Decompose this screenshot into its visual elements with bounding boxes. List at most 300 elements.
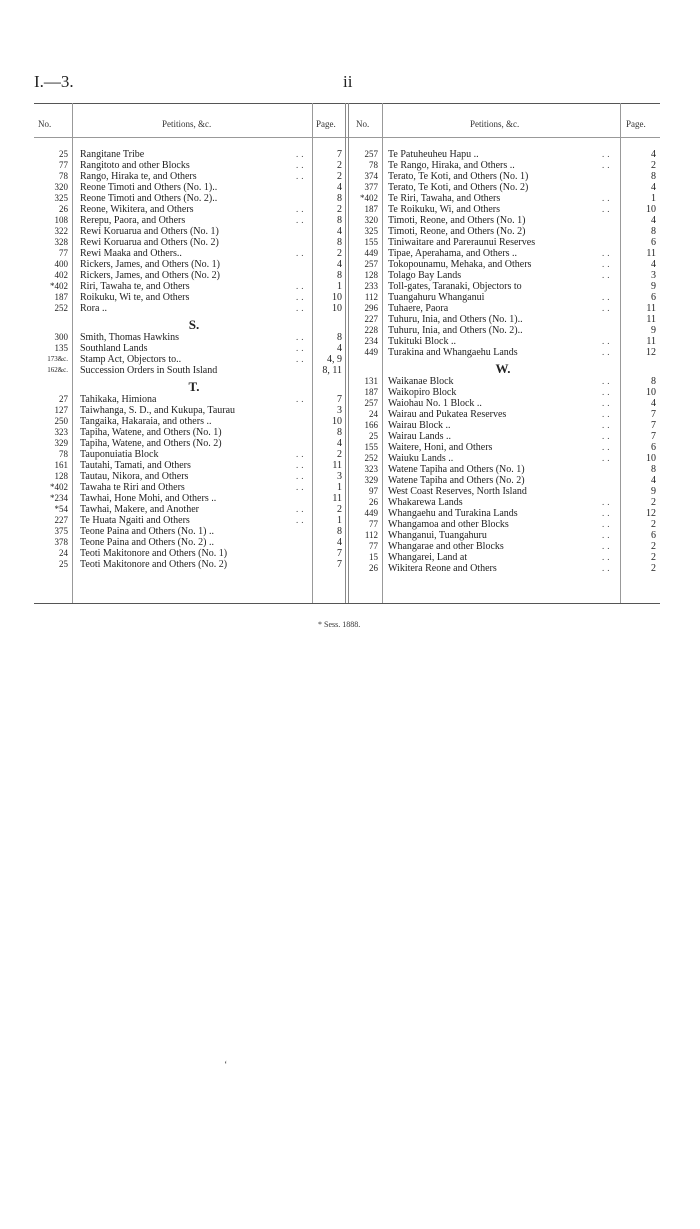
table-row (348, 398, 660, 409)
petition-name: Reone Timoti and Others (No. 2).. (80, 193, 218, 204)
page-ref: 10 (332, 416, 342, 427)
leader-dots: .. (602, 552, 613, 562)
petition-number: *402 (50, 482, 68, 492)
petition-name: Tiniwaitare and Pareraunui Reserves (388, 237, 536, 248)
page-number: ii (343, 72, 353, 91)
petition-number: 328 (54, 237, 68, 247)
page-ref: 4, 9 (327, 354, 342, 365)
petition-name: Tuhuru, Inia, and Others (No. 1).. (388, 314, 523, 325)
petition-name: Whakarewa Lands (388, 497, 463, 508)
table-row (34, 548, 346, 559)
petition-number: 449 (364, 508, 378, 518)
table-row (34, 171, 346, 182)
leader-dots: .. (602, 292, 613, 302)
section-letter: T. (188, 379, 200, 394)
petition-number: 228 (364, 325, 378, 335)
petition-number: *54 (54, 504, 68, 514)
page-ref: 1 (337, 482, 342, 493)
page-header-ref: I.—3. (34, 72, 74, 91)
petition-number: 77 (59, 160, 68, 170)
col-header-page-right: Page. (626, 119, 646, 129)
table-row (348, 193, 660, 204)
table-row (34, 343, 346, 354)
table-row (348, 420, 660, 431)
page-ref: 7 (651, 409, 656, 420)
petition-number: 257 (364, 398, 378, 408)
petition-name: Timoti, Reone, and Others (No. 2) (388, 226, 526, 237)
table-row (348, 464, 660, 475)
petition-number: 449 (364, 347, 378, 357)
table-row (34, 332, 346, 343)
petition-number: 329 (364, 475, 378, 485)
petition-name: Waiohau No. 1 Block .. (388, 398, 482, 409)
table-row (348, 226, 660, 237)
page-ref: 3 (337, 471, 342, 482)
petition-number: 127 (54, 405, 68, 415)
petition-name: Rerepu, Paora, and Others (80, 215, 186, 226)
petition-number: 329 (54, 438, 68, 448)
leader-dots: .. (296, 504, 307, 514)
table-row (348, 237, 660, 248)
petition-number: 227 (54, 515, 68, 525)
page-ref: 8, 11 (322, 365, 342, 376)
petition-number: 374 (364, 171, 378, 181)
petition-name: Timoti, Reone, and Others (No. 1) (388, 215, 526, 226)
table-row (348, 259, 660, 270)
petition-number: 227 (364, 314, 378, 324)
page-ref: 8 (337, 332, 342, 343)
table-row (34, 559, 346, 570)
petition-number: *234 (50, 493, 68, 503)
col-header-no-right: No. (356, 119, 370, 129)
petition-name: Tawhai, Makere, and Another (80, 504, 199, 515)
table-row (34, 215, 346, 226)
petition-name: Rewi Koruarua and Others (No. 1) (80, 226, 219, 237)
petition-number: 400 (54, 259, 68, 269)
leader-dots: .. (602, 497, 613, 507)
petition-name: Tapiha, Watene, and Others (No. 2) (80, 438, 222, 449)
table-row (34, 438, 346, 449)
leader-dots: .. (296, 248, 307, 258)
page-ref: 4 (337, 226, 342, 237)
petition-name: Watene Tapiha and Others (No. 2) (388, 475, 525, 486)
section-letter: S. (188, 317, 200, 332)
page-ref: 2 (651, 497, 656, 508)
petition-name: Terato, Te Koti, and Others (No. 2) (388, 182, 529, 193)
petition-name: Roikuku, Wi te, and Others (80, 292, 190, 303)
petition-number: 257 (364, 259, 378, 269)
leader-dots: .. (296, 160, 307, 170)
petition-name: Turakina and Whangaehu Lands (388, 347, 518, 358)
petition-number: 97 (369, 486, 378, 496)
table-row (34, 504, 346, 515)
page-ref: 10 (332, 292, 342, 303)
page-ref: 8 (337, 237, 342, 248)
leader-dots: .. (296, 449, 307, 459)
page-ref: 4 (337, 259, 342, 270)
leader-dots: .. (602, 303, 613, 313)
petition-number: 323 (364, 464, 378, 474)
petition-name: Rewi Maaka and Others.. (80, 248, 182, 259)
leader-dots: .. (602, 508, 613, 518)
page-ref: 7 (651, 420, 656, 431)
table-row (34, 237, 346, 248)
page-ref: 11 (646, 248, 656, 259)
table-row (34, 405, 346, 416)
page-ref: 9 (651, 325, 656, 336)
table-row (348, 530, 660, 541)
petition-name: Whanganui, Tuangahuru (388, 530, 487, 541)
petition-name: Te Huata Ngaiti and Others (80, 515, 190, 526)
table-row (34, 515, 346, 526)
petition-name: Waitere, Honi, and Others (388, 442, 493, 453)
petition-number: *402 (50, 281, 68, 291)
petition-number: 233 (364, 281, 378, 291)
page-ref: 8 (651, 376, 656, 387)
petition-name: Tuhuru, Inia, and Others (No. 2).. (388, 325, 523, 336)
table-row (348, 563, 660, 574)
petition-name: West Coast Reserves, North Island (388, 486, 527, 497)
leader-dots: .. (296, 149, 307, 159)
leader-dots: .. (602, 259, 613, 269)
leader-dots: .. (296, 343, 307, 353)
table-row (348, 431, 660, 442)
page-ref: 6 (651, 530, 656, 541)
page-ref: 4 (651, 259, 656, 270)
petition-number: 375 (54, 526, 68, 536)
page-ref: 4 (337, 438, 342, 449)
page-ref: 2 (651, 519, 656, 530)
page-ref: 2 (337, 204, 342, 215)
page-ref: 4 (337, 182, 342, 193)
page-ref: 12 (646, 347, 656, 358)
page-ref: 3 (651, 270, 656, 281)
page-ref: 7 (337, 548, 342, 559)
col-header-petitions-right: Petitions, &c. (470, 119, 520, 129)
petition-name: Rickers, James, and Others (No. 2) (80, 270, 220, 281)
leader-dots: .. (602, 347, 613, 357)
page-ref: 11 (646, 314, 656, 325)
table-row (348, 182, 660, 193)
page-ref: 8 (337, 270, 342, 281)
petition-number: 24 (369, 409, 378, 419)
petition-number: 187 (364, 387, 378, 397)
petition-name: Whangamoa and other Blocks (388, 519, 509, 530)
table-row (34, 471, 346, 482)
petition-name: Teoti Makitonore and Others (No. 2) (80, 559, 228, 570)
leader-dots: .. (296, 215, 307, 225)
table-row (348, 442, 660, 453)
footnote: * Sess. 1888. (318, 620, 361, 629)
table-row (348, 347, 660, 358)
table-row (34, 160, 346, 171)
petition-number: 26 (59, 204, 68, 214)
petition-name: Rangitoto and other Blocks (80, 160, 190, 171)
table-row (348, 376, 660, 387)
petition-name: Waiuku Lands .. (388, 453, 454, 464)
petition-number: 325 (364, 226, 378, 236)
table-row (348, 160, 660, 171)
page-ref: 9 (651, 486, 656, 497)
petition-name: Tipae, Aperahama, and Others .. (388, 248, 518, 259)
petition-name: Tukituki Block .. (388, 336, 456, 347)
leader-dots: .. (296, 281, 307, 291)
leader-dots: .. (602, 519, 613, 529)
petition-number: 108 (54, 215, 68, 225)
table-row (34, 449, 346, 460)
leader-dots: .. (602, 431, 613, 441)
page-ref: 11 (646, 336, 656, 347)
page-ref: 11 (332, 493, 342, 504)
petition-name: Toll-gates, Taranaki, Objectors to (388, 281, 522, 292)
page-ref: 8 (337, 215, 342, 226)
petition-number: 402 (54, 270, 68, 280)
petition-name: Te Rango, Hiraka, and Others .. (388, 160, 515, 171)
leader-dots: .. (296, 171, 307, 181)
table-row (34, 259, 346, 270)
page-ref: 1 (337, 515, 342, 526)
table-row (348, 387, 660, 398)
petition-number: 161 (54, 460, 68, 470)
petition-name: Terato, Te Koti, and Others (No. 1) (388, 171, 529, 182)
page-ref: 8 (651, 464, 656, 475)
leader-dots: .. (602, 248, 613, 258)
leader-dots: .. (602, 420, 613, 430)
petition-number: 24 (59, 548, 68, 558)
table-row (348, 248, 660, 259)
table-row (34, 226, 346, 237)
leader-dots: .. (296, 332, 307, 342)
petition-number: 378 (54, 537, 68, 547)
page-ref: 4 (651, 149, 656, 160)
table-row (34, 270, 346, 281)
table-row (34, 537, 346, 548)
table-row (348, 325, 660, 336)
page-ref: 7 (651, 431, 656, 442)
table-row (348, 292, 660, 303)
petition-name: Wairau and Pukatea Reserves (388, 409, 507, 420)
table-row (34, 526, 346, 537)
table-row (348, 336, 660, 347)
table-row (348, 314, 660, 325)
petition-name: Tautahi, Tamati, and Others (80, 460, 191, 471)
leader-dots: .. (602, 563, 613, 573)
section-letter: W. (495, 361, 511, 376)
petition-name: Wairau Lands .. (388, 431, 452, 442)
table-row (348, 497, 660, 508)
leader-dots: .. (602, 530, 613, 540)
petition-number: 250 (54, 416, 68, 426)
page-ref: 8 (337, 427, 342, 438)
petition-number: 78 (369, 160, 378, 170)
page-ref: 2 (337, 504, 342, 515)
petition-number: 135 (54, 343, 68, 353)
leader-dots: .. (296, 471, 307, 481)
leader-dots: .. (602, 453, 613, 463)
leader-dots: .. (296, 354, 307, 364)
leader-dots: .. (296, 394, 307, 404)
page-ref: 10 (332, 303, 342, 314)
petition-name: Te Patuheuheu Hapu .. (388, 149, 479, 160)
col-header-page-left: Page. (316, 119, 336, 129)
page-ref: 2 (651, 552, 656, 563)
petition-name: Southland Lands (80, 343, 148, 354)
page-ref: 7 (337, 559, 342, 570)
leader-dots: .. (296, 292, 307, 302)
table-row (348, 541, 660, 552)
table-row (348, 215, 660, 226)
petition-number: 77 (369, 541, 378, 551)
petition-name: Whangarei, Land at (388, 552, 468, 563)
table-bottom-rule (34, 603, 660, 604)
page-ref: 9 (651, 281, 656, 292)
leader-dots: .. (296, 303, 307, 313)
petition-name: Teoti Makitonore and Others (No. 1) (80, 548, 228, 559)
petition-name: Whangaehu and Turakina Lands (388, 508, 518, 519)
petition-number: 173&c. (47, 355, 68, 363)
table-row (348, 171, 660, 182)
petition-number: 257 (364, 149, 378, 159)
petition-name: Smith, Thomas Hawkins (80, 332, 179, 343)
petition-name: Rickers, James, and Others (No. 1) (80, 259, 220, 270)
petition-number: 26 (369, 563, 378, 573)
page-ref: 8 (337, 193, 342, 204)
table-row (348, 409, 660, 420)
petition-number: 252 (54, 303, 68, 313)
petition-name: Teone Paina and Others (No. 1) .. (80, 526, 214, 537)
table-row (34, 303, 346, 314)
table-row (34, 394, 346, 405)
table-row (34, 182, 346, 193)
petition-number: 155 (364, 442, 378, 452)
leader-dots: .. (296, 204, 307, 214)
table-row (348, 552, 660, 563)
petition-name: Tangaika, Hakaraia, and others .. (80, 416, 212, 427)
petition-number: 322 (54, 226, 68, 236)
petition-name: Rora .. (80, 303, 107, 314)
petition-name: Tawhai, Hone Mohi, and Others .. (80, 493, 217, 504)
petition-name: Waikanae Block (388, 376, 454, 387)
table-row (348, 486, 660, 497)
page-ref: 1 (651, 193, 656, 204)
petition-name: Taiwhanga, S. D., and Kukupa, Taurau (80, 405, 236, 416)
petition-name: Succession Orders in South Island (80, 365, 218, 376)
page-ref: 11 (332, 460, 342, 471)
page-ref: 7 (337, 149, 342, 160)
petition-name: Rango, Hiraka te, and Others (80, 171, 197, 182)
petition-number: 323 (54, 427, 68, 437)
petition-name: Riri, Tawaha te, and Others (80, 281, 190, 292)
leader-dots: .. (602, 270, 613, 280)
petition-number: 234 (364, 336, 378, 346)
col-header-no-left: No. (38, 119, 52, 129)
table-row (34, 354, 346, 365)
petition-name: Watene Tapiha and Others (No. 1) (388, 464, 525, 475)
petition-number: 15 (369, 552, 378, 562)
petition-number: 131 (364, 376, 378, 386)
table-row (34, 204, 346, 215)
page-ref: 11 (646, 303, 656, 314)
page-ref: 8 (651, 171, 656, 182)
petition-name: Rangitane Tribe (80, 149, 145, 160)
petition-name: Tapiha, Watene, and Others (No. 1) (80, 427, 222, 438)
leader-dots: .. (602, 442, 613, 452)
table-row (348, 508, 660, 519)
petition-name: Wikitera Reone and Others (388, 563, 497, 574)
page-ref: 1 (337, 281, 342, 292)
petition-number: 112 (364, 530, 378, 540)
petition-name: Tuhaere, Paora (388, 303, 449, 314)
table-row (34, 493, 346, 504)
petition-number: 296 (364, 303, 378, 313)
petition-number: 166 (364, 420, 378, 430)
petition-name: Whangarae and other Blocks (388, 541, 504, 552)
petition-name: Tuangahuru Whanganui (388, 292, 485, 303)
table-row (34, 149, 346, 160)
petition-number: 77 (59, 248, 68, 258)
petition-name: Reone Timoti and Others (No. 1).. (80, 182, 218, 193)
leader-dots: .. (602, 204, 613, 214)
petition-number: 252 (364, 453, 378, 463)
page-ref: 4 (337, 537, 342, 548)
petition-number: 78 (59, 171, 68, 181)
table-row (348, 303, 660, 314)
page-ref: 2 (651, 541, 656, 552)
table-row (34, 365, 346, 376)
table-row (348, 149, 660, 160)
petition-name: Waikopiro Block (388, 387, 457, 398)
petition-name: Wairau Block .. (388, 420, 451, 431)
petition-number: 26 (369, 497, 378, 507)
table-row (34, 416, 346, 427)
petition-name: Tokopounamu, Mehaka, and Others (388, 259, 532, 270)
petition-number: 128 (54, 471, 68, 481)
petition-number: 112 (364, 292, 378, 302)
petition-name: Tolago Bay Lands (388, 270, 462, 281)
page-ref: 4 (651, 215, 656, 226)
page-ref: 4 (651, 398, 656, 409)
petition-number: 155 (364, 237, 378, 247)
table-row (34, 427, 346, 438)
page-ref: 2 (337, 171, 342, 182)
table-row (34, 248, 346, 259)
page-ref: 10 (646, 453, 656, 464)
petition-number: 187 (54, 292, 68, 302)
page-ref: 3 (337, 405, 342, 416)
leader-dots: .. (602, 149, 613, 159)
petition-name: Teone Paina and Others (No. 2) .. (80, 537, 214, 548)
table-row (34, 193, 346, 204)
petition-number: 377 (364, 182, 378, 192)
stray-mark: ʻ (224, 1060, 228, 1071)
petition-name: Tauponuiatia Block (80, 449, 159, 460)
leader-dots: .. (602, 376, 613, 386)
petitions-index-table (34, 103, 660, 603)
page-ref: 8 (337, 526, 342, 537)
page-ref: 2 (337, 449, 342, 460)
leader-dots: .. (602, 409, 613, 419)
table-row (34, 460, 346, 471)
leader-dots: .. (602, 336, 613, 346)
page-ref: 2 (651, 563, 656, 574)
page-ref: 10 (646, 387, 656, 398)
page-ref: 2 (337, 160, 342, 171)
table-row (348, 270, 660, 281)
leader-dots: .. (296, 460, 307, 470)
leader-dots: .. (602, 541, 613, 551)
table-row (34, 292, 346, 303)
petition-number: 128 (364, 270, 378, 280)
